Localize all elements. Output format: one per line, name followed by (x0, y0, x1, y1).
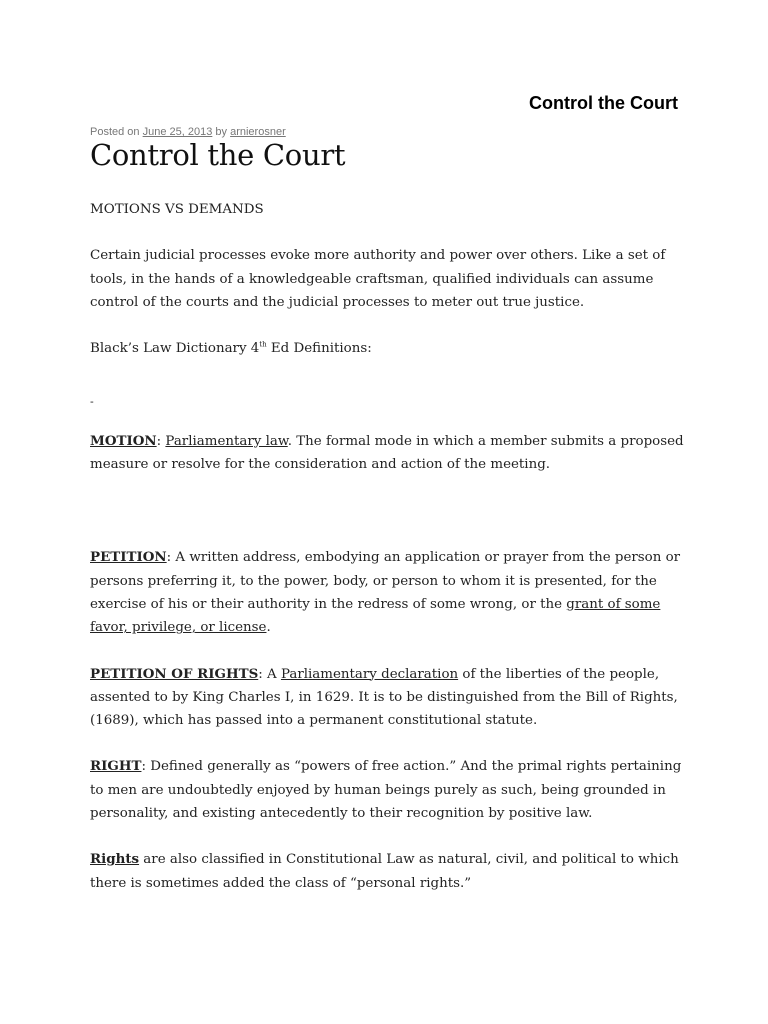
petition-of-rights-term: PETITION OF RIGHTS (90, 665, 259, 682)
dictionary-suffix: Ed Definitions: (266, 341, 372, 357)
rights-definition (90, 848, 690, 895)
post-title: Control the Court (90, 138, 346, 172)
motion-definition (90, 430, 690, 477)
petition-text-2: . (266, 620, 271, 636)
right-definition (90, 755, 690, 825)
petition-text-1: : A written address, embodying an application or prayer from the person or persons preferring it, to the power, body, or person to whom it is presented, for the exercise of his or their authority in the redress of some wrong, or the (90, 550, 681, 612)
post-date-link[interactable]: June 25, 2013 (142, 126, 213, 138)
post-subtitle: MOTIONS VS DEMANDS (90, 202, 264, 217)
dictionary-prefix: Black’s Law Dictionary 4 (90, 341, 260, 357)
right-text: : Defined generally as “powers of free action.” And the primal rights pertaining to men are undoubtedly enjoyed by human beings purely as such, being grounded in personality, and existing antecedently to their recognition by positive law. (90, 759, 682, 822)
header-title: Control the Court (529, 93, 678, 113)
author-link[interactable]: arnierosner (230, 126, 286, 138)
posted-on-label: Posted on (90, 126, 140, 138)
right-term: RIGHT (90, 758, 142, 775)
motion-text: . The formal mode in which a member submits a proposed measure or resolve for the consideration and action of the meeting. (90, 433, 684, 473)
parliamentary-law-link[interactable]: Parliamentary law (165, 433, 288, 449)
intro-paragraph: Certain judicial processes evoke more authority and power over others. Like a set of tools, in the hands of a knowledgeable craftsman, qualified individuals can assume control of the courts and the judicial processes to meter out true justice. (90, 248, 666, 310)
petition-definition (90, 546, 690, 639)
rights-text: are also classified in Constitutional Law as natural, civil, and political to which there is sometimes added the class of “personal rights.” (90, 852, 679, 891)
parliamentary-declaration-link[interactable]: Parliamentary declaration (280, 666, 459, 682)
post-content (90, 198, 690, 895)
by-label: by (215, 126, 228, 138)
petition-term: PETITION (90, 549, 167, 566)
rights-term: Rights (90, 851, 140, 868)
motion-term: MOTION (90, 432, 157, 449)
dash-separator: - (90, 395, 94, 409)
dictionary-heading (90, 337, 690, 360)
motion-sep: : (156, 433, 166, 449)
grant-of-favor-link[interactable]: grant of some favor, privilege, or license (90, 596, 661, 636)
petition-of-rights-text-1: : A (258, 666, 281, 682)
petition-of-rights-definition (90, 663, 690, 733)
petition-of-rights-text-2: of the liberties of the people, assented to by King Charles I, in 1629. It is to be distinguished from the Bill of Rights, (1689), which has passed into a permanent constitutional statute. (90, 666, 678, 729)
post-meta (90, 126, 286, 138)
dictionary-sup: th (259, 340, 267, 349)
